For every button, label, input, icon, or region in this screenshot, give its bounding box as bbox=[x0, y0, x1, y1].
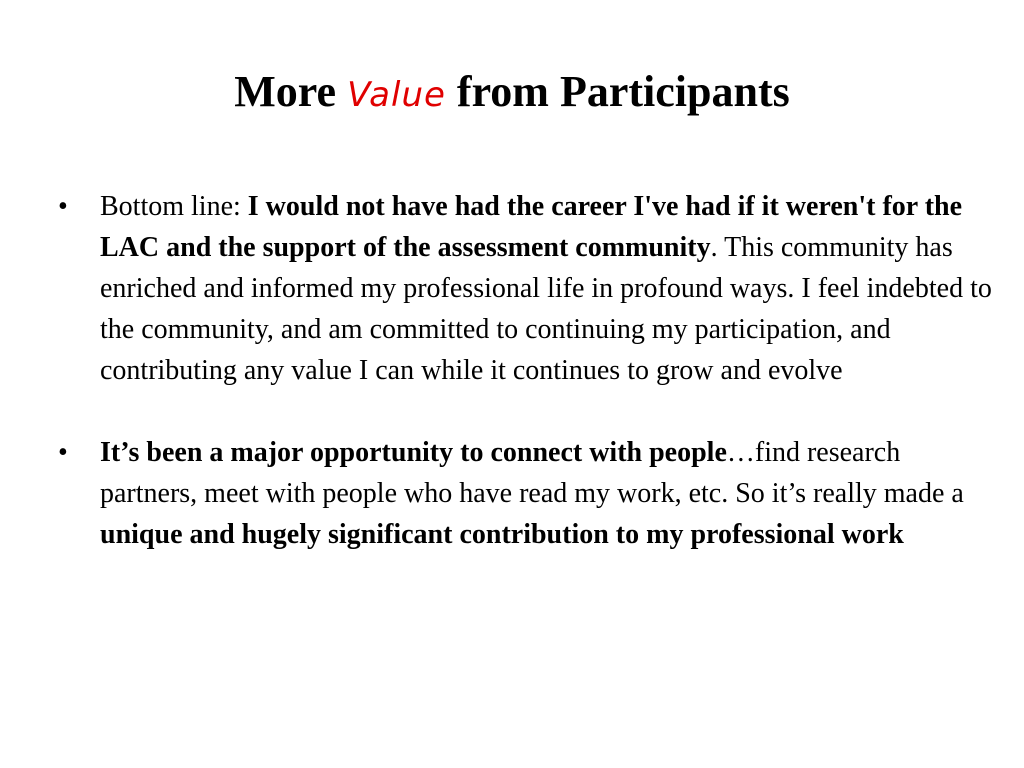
title-accent-word: Value bbox=[347, 75, 446, 115]
bullet-2-bold-lead: It’s been a major opportunity to connect with people bbox=[100, 437, 727, 468]
bullet-list bbox=[58, 186, 1003, 555]
bullet-2-body-text: …find research partners, meet with people who have read my work, etc. So it’s really made a bbox=[100, 437, 964, 509]
bullet-item-bottom-line bbox=[58, 186, 1003, 391]
bullet-dot-icon: • bbox=[58, 191, 68, 222]
bullet-1-body-text: . This community has enriched and informed my professional life in profound ways. I feel indebted to the community, and am committed to continuing my participation, and contributing any value I can while it continues to grow and evolve bbox=[100, 232, 992, 386]
bullet-item-connect bbox=[58, 432, 1003, 555]
slide-title bbox=[0, 66, 1024, 121]
bullet-1-bold-quote: I would not have had the career I've had if it weren't for the LAC and the support of the assessment community bbox=[100, 191, 963, 263]
bullet-dot-icon: • bbox=[58, 437, 68, 468]
bullet-2-bold-closing: unique and hugely significant contribution to my professional work bbox=[100, 519, 904, 550]
title-suffix: from Participants bbox=[445, 67, 790, 116]
title-prefix: More bbox=[234, 67, 348, 116]
bullet-1-lead-text: Bottom line: bbox=[100, 191, 248, 222]
